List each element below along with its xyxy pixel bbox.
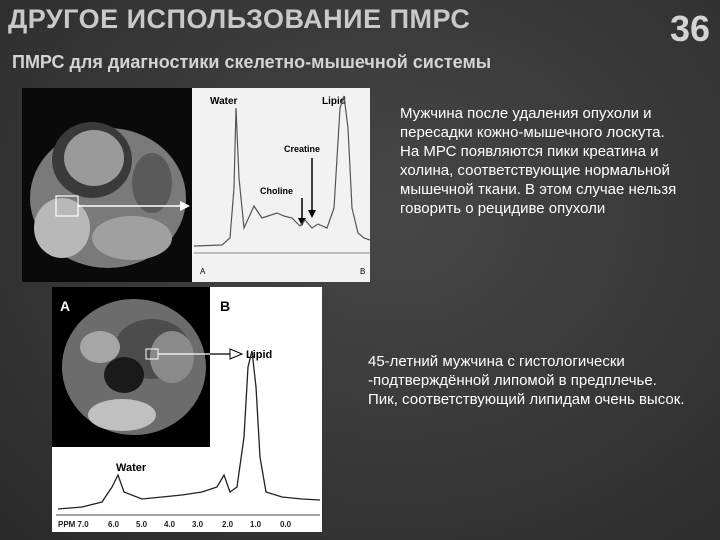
panel-label-b: B xyxy=(220,298,231,314)
axis-b-top: B xyxy=(360,267,366,276)
figure-bottom-graphic xyxy=(52,287,322,532)
ppm-tick: 0.0 xyxy=(280,520,292,529)
arrow-right-icon xyxy=(230,349,242,359)
label-water-bottom: Water xyxy=(116,462,147,474)
ppm-tick: 5.0 xyxy=(136,520,148,529)
axis-a-top: A xyxy=(200,267,206,276)
ppm-tick: 2.0 xyxy=(222,520,234,529)
ppm-tick: 4.0 xyxy=(164,520,176,529)
slide-subtitle: ПМРС для диагностики скелетно-мышечной системы xyxy=(12,52,492,72)
ppm-tick: PPM 7.0 xyxy=(58,520,89,529)
ppm-tick: 3.0 xyxy=(192,520,204,529)
case-description-1: Мужчина после удаления опухоли и пересадки кожно-мышечного лоскута. На МРС появляются пики креатина и холина, соответствующие нормальной мышечной ткани. В этом случае нельзя говорить о рецидиве опухоли xyxy=(400,105,677,217)
panel-label-a: A xyxy=(60,298,71,314)
label-choline: Choline xyxy=(260,186,293,196)
ppm-tick: 6.0 xyxy=(108,520,120,529)
label-creatine: Creatine xyxy=(284,144,321,154)
label-lipid-bottom: Lipid xyxy=(246,349,273,361)
slide-title: ДРУГОЕ ИСПОЛЬЗОВАНИЕ ПМРС xyxy=(8,4,471,34)
slide-number: 36 xyxy=(669,8,710,49)
figure-top-graphic xyxy=(22,88,370,282)
ppm-tick: 1.0 xyxy=(250,520,262,529)
label-lipid-top: Lipid xyxy=(322,96,346,107)
figure-bottom xyxy=(52,287,322,532)
case-description-2: 45-летний мужчина с гистологически -подтверждённой липомой в предплечье. Пик, соответствующий липидам очень высок. xyxy=(368,353,685,408)
figure-top xyxy=(22,88,370,282)
label-water-top: Water xyxy=(210,96,238,107)
